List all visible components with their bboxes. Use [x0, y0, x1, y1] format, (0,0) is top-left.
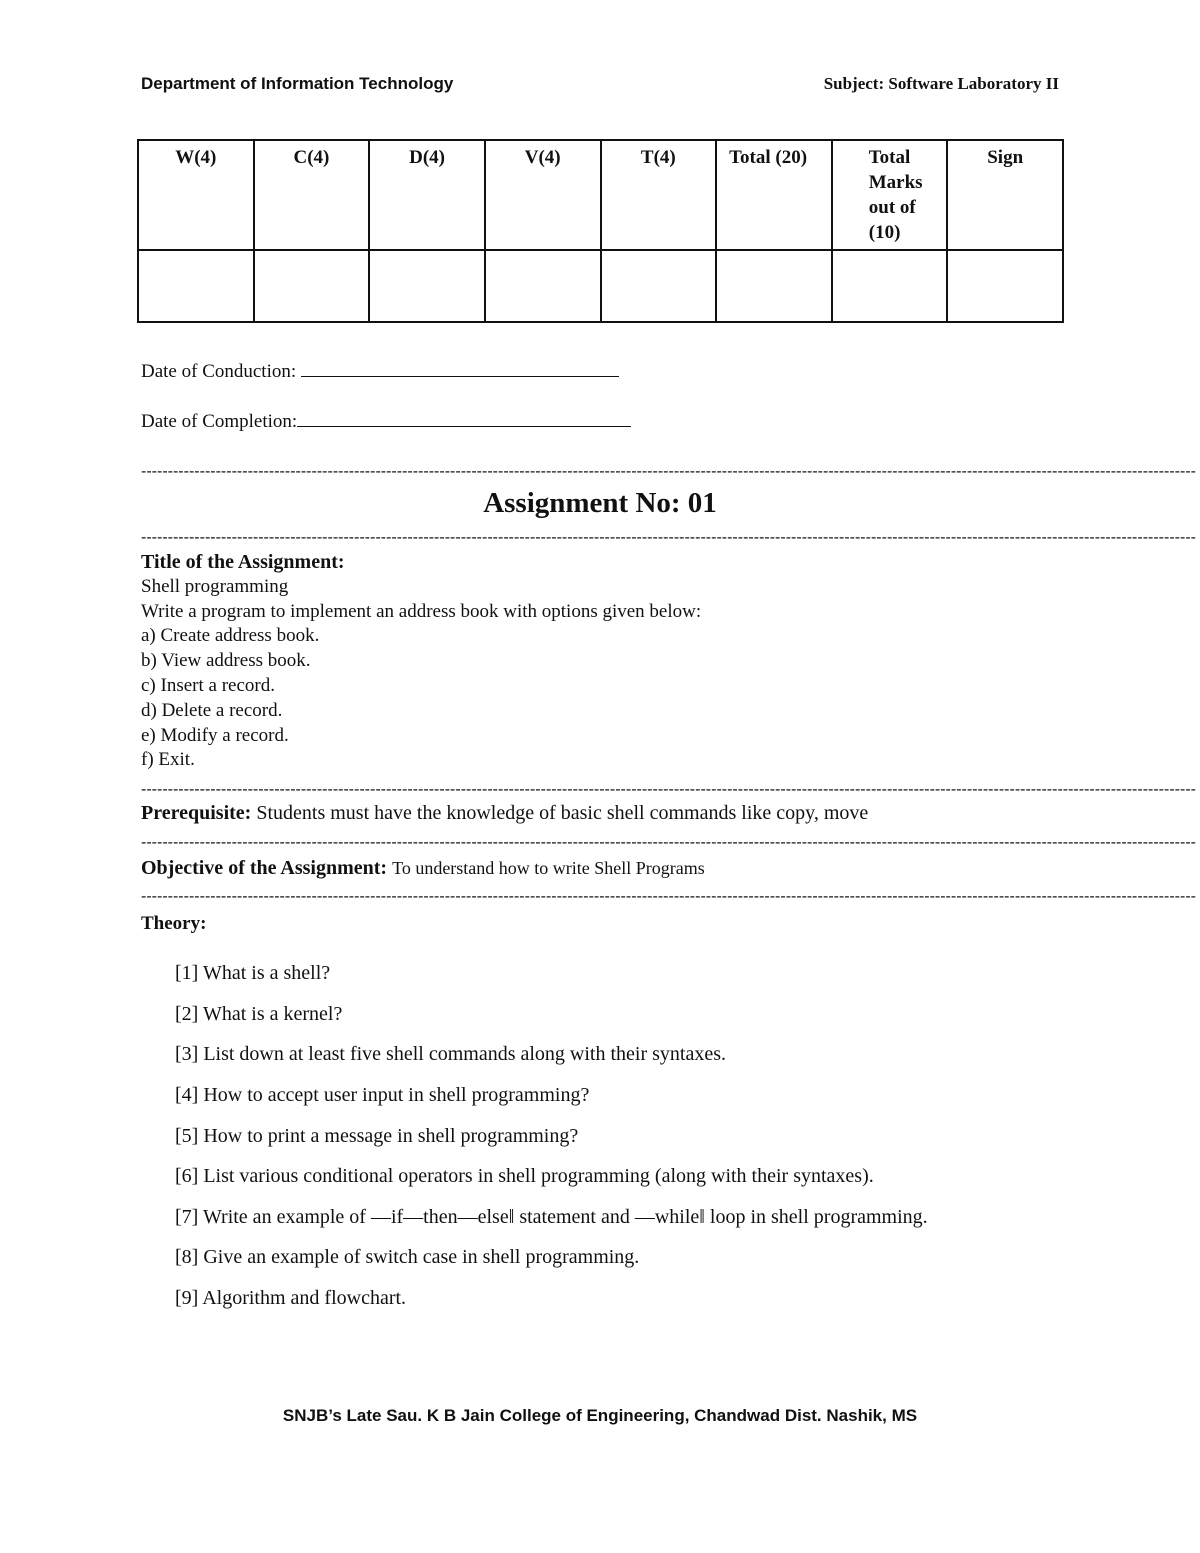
theory-question: [5] How to print a message in shell programming?: [175, 1125, 579, 1147]
theory-question: [1] What is a shell?: [175, 962, 331, 984]
header-cell-c: C(4): [254, 140, 370, 250]
title-line: Write a program to implement an address book with options given below:: [141, 600, 702, 622]
title-label: Title of the Assignment:: [141, 551, 345, 573]
entry-cell-w[interactable]: [138, 250, 254, 322]
separator-line: ------------------------------------------------------------------------------------------------------------------------------------------------------------------------------------------------------: [141, 834, 1196, 851]
date-of-completion: [141, 411, 631, 433]
separator-line: ------------------------------------------------------------------------------------------------------------------------------------------------------------------------------------------------------: [141, 529, 1196, 546]
entry-cell-t[interactable]: [601, 250, 717, 322]
entry-cell-d[interactable]: [369, 250, 485, 322]
institution-footer: SNJB’s Late Sau. K B Jain College of Engineering, Chandwad Dist. Nashik, MS: [282, 1406, 918, 1425]
assignment-heading: Assignment No: 01: [483, 487, 717, 519]
objective-text: To understand how to write Shell Programs: [392, 858, 705, 878]
entry-cell-total-10[interactable]: [832, 250, 948, 322]
date-of-conduction: [141, 361, 619, 383]
title-line: b) View address book.: [141, 650, 311, 672]
marks-table-header-row: [138, 140, 1063, 250]
objective-label: Objective of the Assignment:: [141, 857, 388, 879]
header-cell-t: T(4): [601, 140, 717, 250]
theory-question: [6] List various conditional operators in shell programming (along with their syntaxes).: [175, 1165, 874, 1187]
title-line: Shell programming: [141, 575, 289, 597]
title-line: c) Insert a record.: [141, 674, 275, 696]
entry-cell-sign[interactable]: [947, 250, 1063, 322]
header-cell-total-20: Total (20): [716, 140, 832, 250]
subject-header: Subject: Software Laboratory II: [823, 74, 1059, 93]
prerequisite: [141, 801, 868, 826]
theory-question: [9] Algorithm and flowchart.: [175, 1287, 407, 1309]
entry-cell-c[interactable]: [254, 250, 370, 322]
header-cell-v: V(4): [485, 140, 601, 250]
title-line: f) Exit.: [141, 749, 195, 771]
separator-line: ------------------------------------------------------------------------------------------------------------------------------------------------------------------------------------------------------: [141, 781, 1196, 798]
theory-question: [4] How to accept user input in shell programming?: [175, 1084, 590, 1106]
department-header: Department of Information Technology: [141, 74, 454, 93]
objective: [141, 856, 705, 881]
theory-question: [7] Write an example of ―if—then—else‖ statement and ―while‖ loop in shell programming.: [175, 1206, 928, 1228]
entry-cell-total-20[interactable]: [716, 250, 832, 322]
date-of-conduction-label: Date of Conduction:: [141, 361, 297, 382]
date-of-completion-label: Date of Completion:: [141, 411, 298, 432]
separator-line: ------------------------------------------------------------------------------------------------------------------------------------------------------------------------------------------------------: [141, 463, 1196, 480]
header-cell-total-10: Total Marks out of (10): [832, 140, 948, 250]
header-cell-sign: Sign: [947, 140, 1063, 250]
theory-question: [8] Give an example of switch case in shell programming.: [175, 1246, 640, 1268]
assignment-title-section: [141, 550, 701, 773]
date-of-conduction-line[interactable]: [301, 362, 619, 377]
marks-table-entry-row: [138, 250, 1063, 322]
header-cell-d: D(4): [369, 140, 485, 250]
theory-label: Theory:: [141, 913, 207, 934]
marks-table: [137, 139, 1064, 323]
entry-cell-v[interactable]: [485, 250, 601, 322]
separator-line: ------------------------------------------------------------------------------------------------------------------------------------------------------------------------------------------------------: [141, 888, 1196, 905]
theory-question: [3] List down at least five shell commands along with their syntaxes.: [175, 1043, 726, 1065]
title-line: d) Delete a record.: [141, 699, 283, 721]
prerequisite-text: Students must have the knowledge of basic shell commands like copy, move: [256, 802, 869, 824]
theory-question: [2] What is a kernel?: [175, 1003, 343, 1025]
header-cell-w: W(4): [138, 140, 254, 250]
title-line: a) Create address book.: [141, 625, 320, 647]
title-line: e) Modify a record.: [141, 724, 289, 746]
prerequisite-label: Prerequisite:: [141, 802, 252, 824]
date-of-completion-line[interactable]: [297, 412, 631, 427]
